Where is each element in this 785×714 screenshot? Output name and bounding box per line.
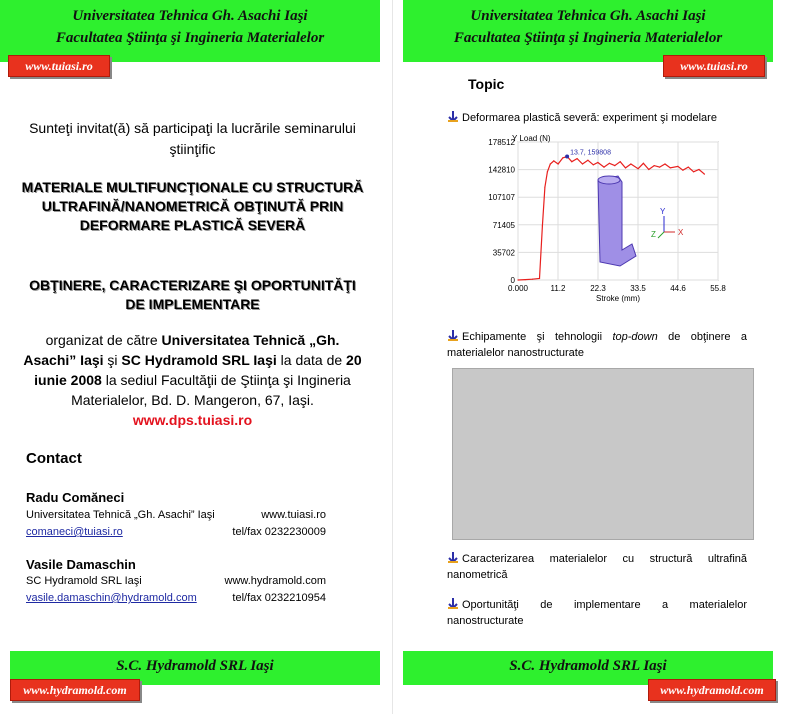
load-data-point [630,163,631,164]
load-data-point [664,163,665,164]
triad-label-y: Y [660,207,666,216]
arrow-bullet-icon [447,329,459,341]
x-axis-label: Stroke (mm) [596,294,640,303]
org-text-3: la data de [276,352,347,368]
chart-svg [470,132,732,307]
load-data-point [682,170,683,171]
left-header-line2: Facultatea Ştiinţa şi Ingineria Materialelor [55,30,325,46]
right-header-line1: Universitatea Tehnica Gh. Asachi Iaşi [470,8,706,24]
bullet-2-text-pre: Echipamente şi tehnologii [462,331,613,343]
contact-phone: tel/fax 0232210954 [232,592,326,604]
bullet-4-text: Oportunităţi de implementare a materialelor nanostructurate [447,599,747,627]
y-tick-label: 178512 [488,138,515,147]
contact-email-line [26,526,326,538]
arrow-bullet-icon [447,597,459,609]
load-data-point [620,161,621,162]
arrow-bullet-icon [447,551,459,563]
load-data-point [553,160,554,161]
load-data-point [571,161,572,162]
load-data-point [542,225,543,226]
peak-annotation: 13.7, 159808 [570,149,611,157]
left-header-band [0,0,380,62]
triad-label-x: X [678,228,684,237]
arrow-bullet-icon [447,110,459,122]
contact-phone: tel/fax 0232230009 [232,526,326,538]
contact-org: SC Hydramold SRL Iaşi [26,575,142,587]
load-data-point [597,162,598,163]
contact-email-link[interactable]: comaneci@tuiasi.ro [26,526,123,538]
seminar-subtitle: OBŢINERE, CARACTERIZARE ŞI OPORTUNITĂŢI DE IMPLEMENTARE [29,277,356,312]
left-footer-web-tag[interactable]: www.hydramold.com [10,679,140,701]
panel-divider [392,0,393,714]
contact-heading: Contact [26,450,82,467]
bullet-3-text: Caracterizarea materialelor cu structură ultrafină nanometrică [447,553,747,581]
topic-heading: Topic [468,76,505,92]
topic-bullet-3 [447,551,747,583]
organizer-paragraph [20,330,365,430]
contact-org-line [26,509,326,521]
right-header-web-tag[interactable]: www.tuiasi.ro [663,55,765,77]
bullet-2-text-em: top-down [612,331,658,343]
load-data-point [547,171,548,172]
y-axis-label: Y Load (N) [512,134,551,143]
y-tick-label: 71405 [492,220,515,230]
load-data-point [654,165,655,166]
triad-label-z: Z [651,230,656,239]
load-data-point [577,158,578,159]
contact-name: Radu Comăneci [26,490,125,505]
load-data-point [648,169,649,170]
y-tick-label: 107107 [488,193,515,203]
org-text-2: şi [103,352,122,368]
seminar-title: MATERIALE MULTIFUNCŢIONALE CU STRUCTURĂ ULTRAFINĂ/NANOMETRICĂ OBŢINUTĂ PRIN DEFORMARE PLASTICĂ SEVERĂ [21,179,364,233]
seminar-url-link[interactable]: www.dps.tuiasi.ro [132,412,253,428]
org-date: 20 iunie 2008 [34,352,362,388]
bullet-2-text-post: de obţinere a materialelor nanostructurate [447,331,747,359]
left-header-web-tag[interactable]: www.tuiasi.ro [8,55,110,77]
bullet-1-text: Deformarea plastică severă: experiment şi modelare [462,112,717,124]
org-text-1: organizat de către [45,332,162,348]
load-data-point [698,169,699,170]
load-data-point [517,279,518,280]
load-data-point [609,163,610,164]
annotation-marker [565,154,569,158]
org-university: Universitatea Tehnică „Gh. Asachi” Iaşi [23,332,340,368]
x-tick-label: 22.3 [590,284,606,293]
specimen-top [598,176,620,184]
contact-org: Universitatea Tehnică „Gh. Asachi” Iaşi [26,509,215,521]
topic-bullet-4 [447,597,747,629]
x-tick-label: 44.6 [670,284,686,293]
load-data-point [659,167,660,168]
load-data-point [525,279,526,280]
load-data-point [603,167,604,168]
load-data-point [643,163,644,164]
contact-email-link[interactable]: vasile.damaschin@hydramold.com [26,592,197,604]
contact-web[interactable]: www.hydramold.com [224,575,326,587]
right-header-band [403,0,773,62]
right-footer-web-tag[interactable]: www.hydramold.com [648,679,776,701]
load-data-point [544,187,545,188]
load-data-point [582,163,583,164]
org-company: SC Hydramold SRL Iaşi [121,352,277,368]
load-data-point [638,168,639,169]
load-data-point [688,167,689,168]
x-tick-label: 55.8 [710,284,726,293]
org-text-4: la sediul Facultăţii de Ştiinţa şi Ingineria Materialelor, Bd. D. Mangeron, 67, Iaşi. [71,372,351,408]
contact-web[interactable]: www.tuiasi.ro [261,509,326,521]
load-data-point [625,167,626,168]
load-data-point [550,163,551,164]
x-tick-label: 11.2 [550,284,566,293]
contact-name: Vasile Damaschin [26,557,136,572]
left-footer-title: S.C. Hydramold SRL Iaşi [116,658,274,674]
load-data-point [558,163,559,164]
load-data-point [593,164,594,165]
load-data-point [532,279,533,280]
load-data-point [693,171,694,172]
load-stroke-chart [470,132,732,307]
load-data-point [539,278,540,279]
load-data-point [614,165,615,166]
y-tick-label: 142810 [488,165,515,175]
contact-email-line [26,592,326,604]
load-data-point [704,174,705,175]
load-data-point [587,160,588,161]
topic-bullet-1 [447,110,747,126]
left-header-line1: Universitatea Tehnica Gh. Asachi Iaşi [72,8,308,24]
x-tick-label: 33.5 [630,284,646,293]
y-tick-label: 35702 [492,248,515,258]
invitation-text: Sunteţi invitat(ă) să participaţi la lucrările seminarului ştiinţific [29,120,356,157]
load-data-point [562,157,563,158]
right-header-line2: Facultatea Ştiinţa şi Ingineria Materialelor [453,30,723,46]
load-data-point [670,167,671,168]
contact-org-line [26,575,326,587]
y-tick-label: 0 [510,276,515,285]
topic-bullet-2 [447,329,747,361]
equipment-image-placeholder [452,368,754,540]
load-data-point [677,166,678,167]
right-footer-title: S.C. Hydramold SRL Iaşi [509,658,667,674]
x-tick-label: 0.000 [507,284,529,293]
